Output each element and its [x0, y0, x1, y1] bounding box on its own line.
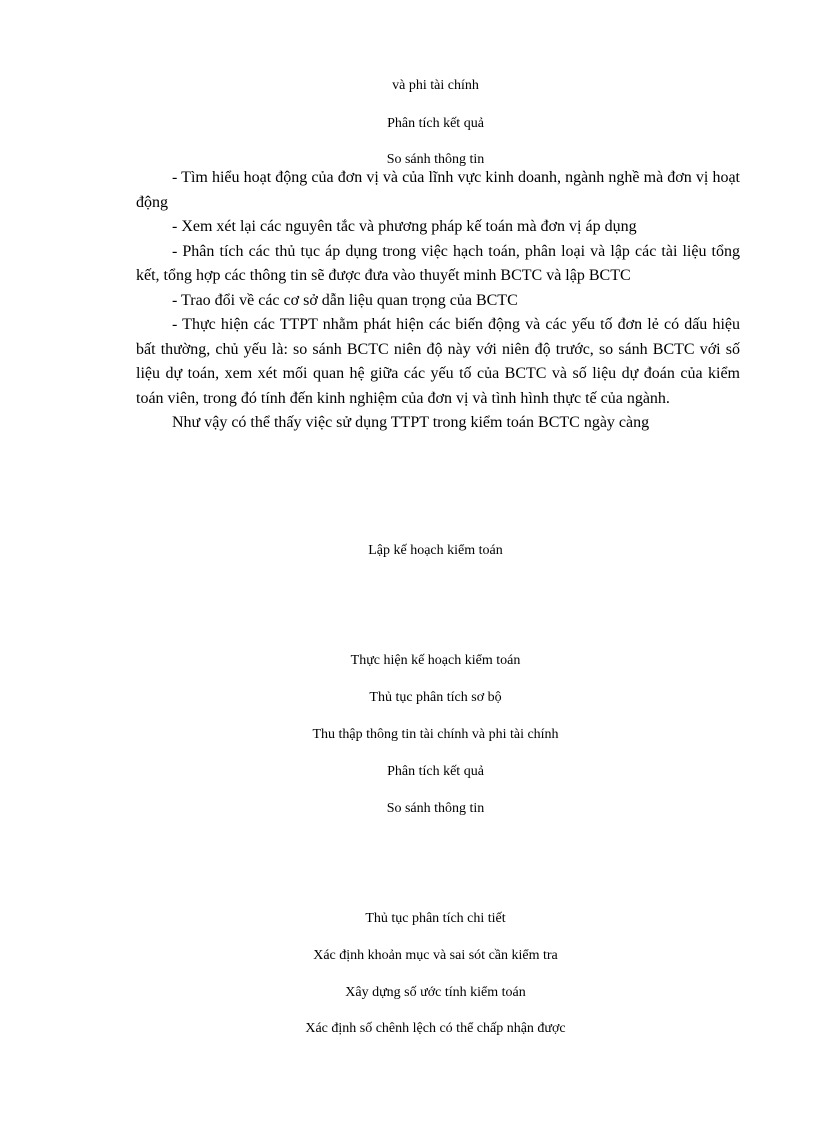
diagram-threshold-label: Xác định số chênh lệch có thể chấp nhận được [305, 1021, 566, 1036]
diagram-identify-label: Xác định khoản mục và sai sót cần kiểm tra [313, 948, 558, 963]
diagram-estimate-label: Xây dựng số ước tính kiểm toán [345, 985, 526, 1000]
body-text [136, 166, 740, 436]
paragraph-assertions: - Trao đổi về các cơ sở dẫn liệu quan trọng của BCTC [172, 291, 518, 309]
diagram-collect-label: Thu thập thông tin tài chính và phi tài chính [312, 727, 559, 742]
paragraph-conclusion: Như vậy có thể thấy việc sử dụng TTPT trong kiểm toán BCTC ngày càng [172, 414, 650, 431]
diagram-analyze-label: Phân tích kết quả [387, 764, 484, 779]
diagram-compare-label: So sánh thông tin [386, 801, 485, 816]
paragraph-accounting-principles: - Xem xét lại các nguyên tắc và phương pháp kế toán mà đơn vị áp dụng [172, 218, 637, 235]
paragraph-analytical-procedures: - Thực hiện các TTPT nhằm phát hiện các biến động và các yếu tố đơn lẻ có dấu hiệu bất thường, chủ yếu là: so sánh BCTC niên độ này với niên độ trước, so sánh BCTC với số liệu dự toán, xem xét mối quan hệ giữa các yếu tố của BCTC và số liệu dự đoán của kiểm toán viên, trong đó tính đến kinh nghiệm của đơn vị và tình hình thực tế của ngành. [136, 316, 740, 407]
diagram-prelim-label: Thủ tục phân tích sơ bộ [369, 690, 502, 705]
diagram-top-label-1: và phi tài chính [392, 78, 479, 93]
paragraph-procedures-analysis: - Phân tích các thủ tục áp dụng trong việc hạch toán, phân loại và lập các tài liệu tổng kết, tổng hợp các thông tin sẽ được đưa vào thuyết minh BCTC và lập BCTC [136, 242, 740, 284]
diagram-top-label-2: Phân tích kết quả [387, 116, 484, 131]
diagram-execute-label: Thực hiện kế hoạch kiểm toán [350, 653, 521, 668]
paragraph-business-understanding: - Tìm hiểu hoạt động của đơn vị và của lĩnh vực kinh doanh, ngành nghề mà đơn vị hoạt động [136, 169, 740, 211]
diagram-detail-label: Thủ tục phân tích chi tiết [365, 911, 506, 926]
diagram-plan-label: Lập kế hoạch kiểm toán [368, 543, 503, 558]
diagram-top-label-3: So sánh thông tin [386, 152, 485, 167]
